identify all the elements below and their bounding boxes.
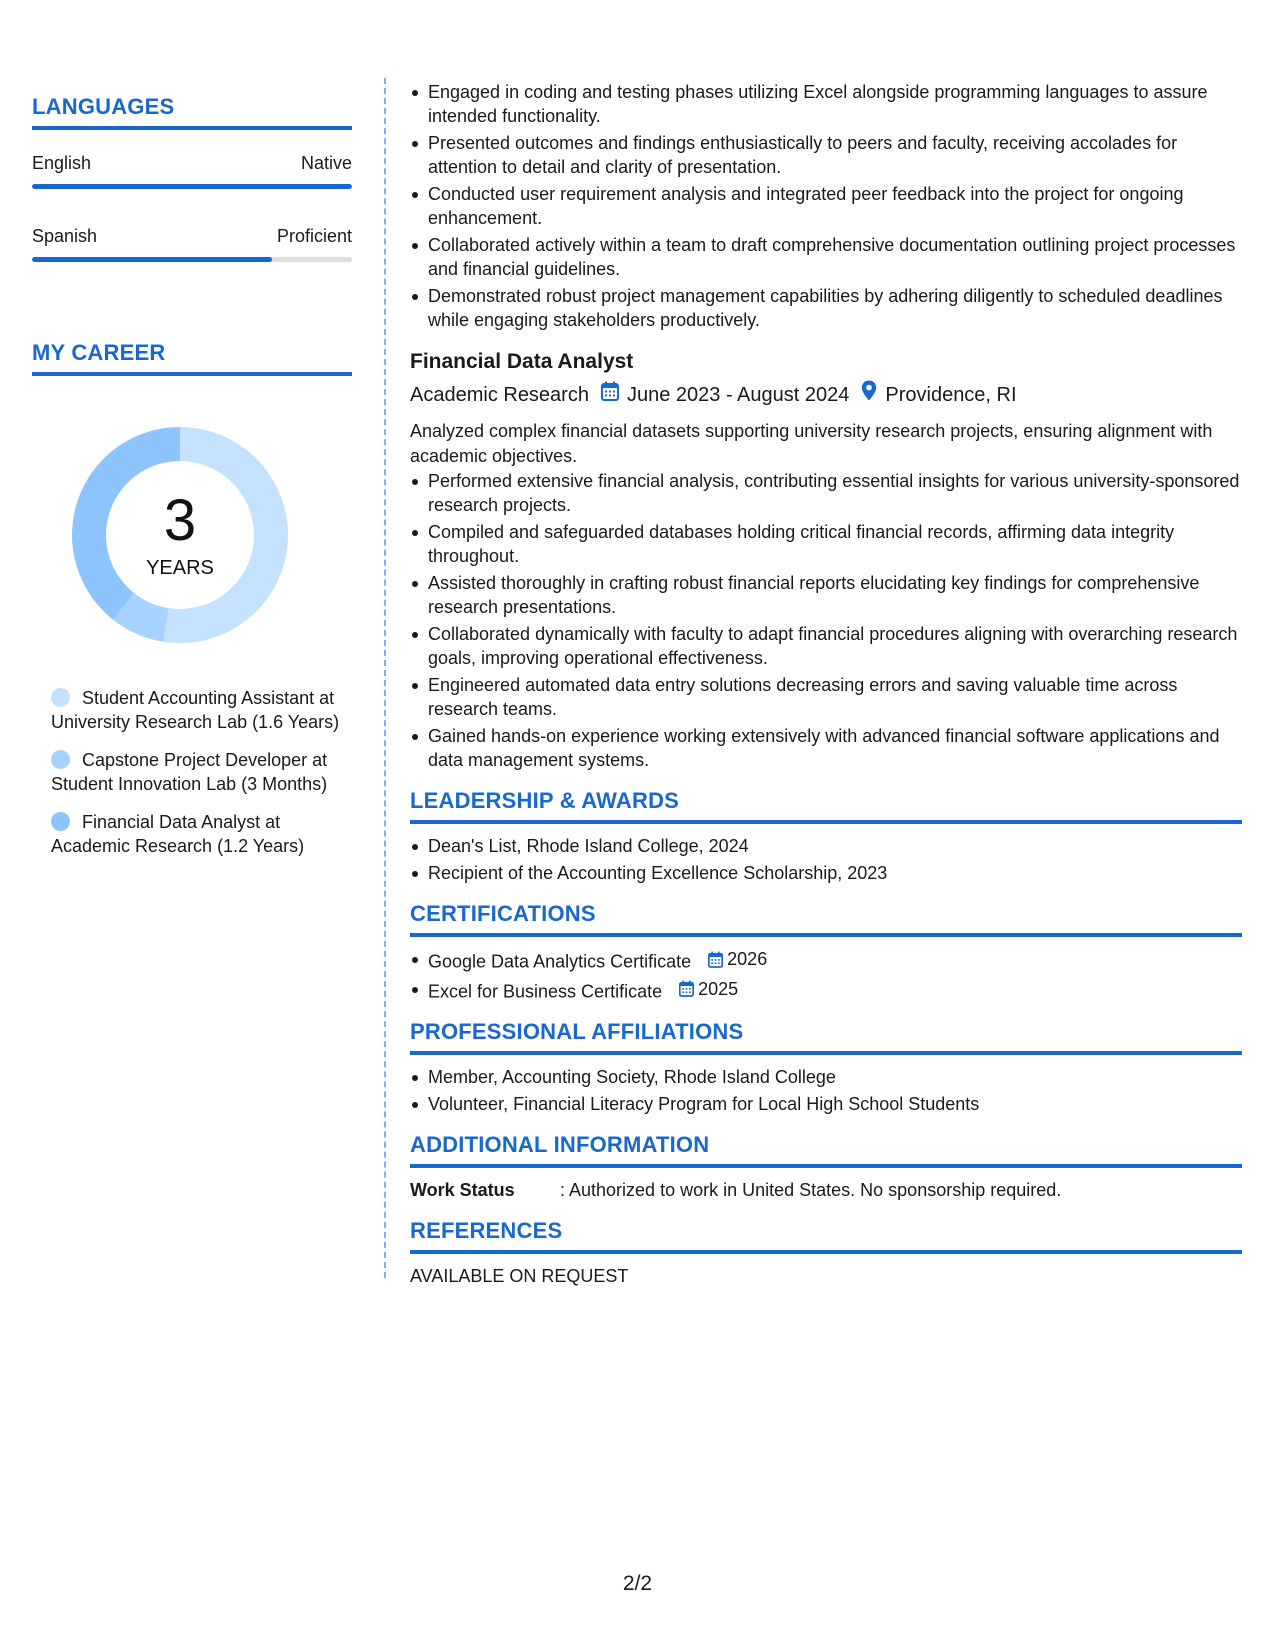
list-item: Volunteer, Financial Literacy Program for Local High School Students bbox=[410, 1092, 1242, 1116]
work-status-label: Work Status bbox=[410, 1180, 515, 1200]
work-status-row bbox=[410, 1178, 1242, 1202]
section-title: CERTIFICATIONS bbox=[410, 901, 596, 926]
list-item: Engineered automated data entry solutions decreasing errors and saving valuable time across research teams. bbox=[410, 673, 1242, 721]
affiliations-section bbox=[410, 1019, 1242, 1116]
legend-label: Capstone Project Developer at Student Innovation Lab (3 Months) bbox=[51, 750, 328, 794]
legend-item bbox=[51, 810, 341, 858]
section-rule bbox=[410, 820, 1242, 824]
job-description: Analyzed complex financial datasets supporting university research projects, ensuring alignment with academic objectives. bbox=[410, 421, 1213, 466]
section-title: MY CAREER bbox=[32, 340, 166, 365]
certification-year: 2026 bbox=[727, 949, 768, 969]
leadership-section bbox=[410, 788, 1242, 885]
section-title: ADDITIONAL INFORMATION bbox=[410, 1132, 710, 1157]
language-name: Spanish bbox=[32, 226, 98, 246]
job-entry bbox=[410, 348, 1242, 772]
section-rule bbox=[410, 1164, 1242, 1168]
language-level: Native bbox=[300, 153, 352, 173]
legend-dot bbox=[51, 750, 70, 769]
career-donut-chart bbox=[65, 420, 295, 650]
legend-dot bbox=[51, 688, 70, 707]
section-title: LANGUAGES bbox=[32, 94, 175, 119]
language-item bbox=[32, 225, 352, 262]
list-item: Gained hands-on experience working extensively with advanced financial software applications and data management systems. bbox=[410, 724, 1242, 772]
legend-item bbox=[51, 748, 341, 796]
list-item: Collaborated dynamically with faculty to adapt financial procedures aligning with overarching research goals, improving operational effectiveness. bbox=[410, 622, 1242, 670]
calendar-icon bbox=[601, 381, 619, 409]
section-title: LEADERSHIP & AWARDS bbox=[410, 788, 680, 813]
legend-item bbox=[51, 686, 341, 734]
list-item: Collaborated actively within a team to draft comprehensive documentation outlining project processes and financial guidelines. bbox=[410, 233, 1242, 281]
certifications-section bbox=[410, 901, 1242, 1003]
languages-section bbox=[32, 94, 352, 262]
career-total-value: 3 bbox=[163, 487, 197, 553]
calendar-icon bbox=[708, 951, 723, 968]
certification-name: Excel for Business Certificate bbox=[428, 981, 663, 1001]
references-text: AVAILABLE ON REQUEST bbox=[410, 1266, 629, 1286]
certification-item bbox=[410, 977, 1242, 1004]
language-name: English bbox=[32, 153, 92, 173]
job-dates: June 2023 - August 2024 bbox=[626, 383, 850, 406]
legend-dot bbox=[51, 812, 70, 831]
job-location: Providence, RI bbox=[885, 383, 1017, 406]
career-legend bbox=[51, 686, 341, 858]
list-item: Assisted thoroughly in crafting robust financial reports elucidating key findings for comprehensive research presentations. bbox=[410, 571, 1242, 619]
language-level: Proficient bbox=[276, 226, 352, 246]
list-item: Engaged in coding and testing phases utilizing Excel alongside programming languages to assure intended functionality. bbox=[410, 80, 1242, 128]
language-item bbox=[32, 152, 352, 189]
left-column bbox=[32, 94, 352, 872]
language-bar-fill bbox=[32, 257, 272, 262]
job-bullets bbox=[410, 469, 1242, 772]
location-pin-icon bbox=[861, 380, 877, 409]
job-meta bbox=[410, 380, 1242, 409]
additional-info-section bbox=[410, 1132, 1242, 1202]
certification-item bbox=[410, 947, 1242, 974]
career-total-unit: YEARS bbox=[146, 556, 214, 579]
previous-job-bullets bbox=[410, 80, 1242, 332]
job-company: Academic Research bbox=[410, 383, 589, 406]
list-item: Conducted user requirement analysis and integrated peer feedback into the project for ongoing enhancement. bbox=[410, 182, 1242, 230]
certification-name: Google Data Analytics Certificate bbox=[428, 951, 692, 972]
work-status-value: : Authorized to work in United States. No sponsorship required. bbox=[560, 1180, 1062, 1200]
section-rule bbox=[410, 1250, 1242, 1254]
section-rule bbox=[410, 933, 1242, 937]
list-item: Compiled and safeguarded databases holding critical financial records, affirming data integrity throughout. bbox=[410, 520, 1242, 568]
section-rule bbox=[32, 372, 352, 376]
section-rule bbox=[32, 126, 352, 130]
list-item: Dean's List, Rhode Island College, 2024 bbox=[410, 834, 1242, 858]
language-bar bbox=[32, 184, 352, 189]
certification-year: 2025 bbox=[698, 978, 739, 999]
career-section bbox=[32, 340, 352, 858]
list-item: Recipient of the Accounting Excellence Scholarship, 2023 bbox=[410, 861, 1242, 885]
list-item: Demonstrated robust project management capabilities by adhering diligently to scheduled deadlines while engaging stakeholders productively. bbox=[410, 284, 1242, 332]
section-title: REFERENCES bbox=[410, 1218, 563, 1243]
page-number: 2/2 bbox=[622, 1572, 653, 1595]
references-section bbox=[410, 1218, 1242, 1288]
right-column bbox=[410, 80, 1242, 1288]
list-item: Presented outcomes and findings enthusiastically to peers and faculty, receiving accolades for attention to detail and clarity of presentation. bbox=[410, 131, 1242, 179]
language-bar-fill bbox=[32, 184, 352, 189]
section-title: PROFESSIONAL AFFILIATIONS bbox=[410, 1019, 744, 1044]
legend-label: Student Accounting Assistant at University Research Lab (1.6 Years) bbox=[51, 688, 340, 732]
language-bar bbox=[32, 257, 352, 262]
list-item: Member, Accounting Society, Rhode Island College bbox=[410, 1065, 1242, 1089]
calendar-icon bbox=[679, 980, 694, 997]
legend-label: Financial Data Analyst at Academic Research (1.2 Years) bbox=[51, 812, 305, 856]
section-rule bbox=[410, 1051, 1242, 1055]
list-item: Performed extensive financial analysis, contributing essential insights for various university-sponsored research projects. bbox=[410, 469, 1242, 517]
job-title: Financial Data Analyst bbox=[410, 350, 634, 373]
column-divider bbox=[384, 78, 386, 1278]
